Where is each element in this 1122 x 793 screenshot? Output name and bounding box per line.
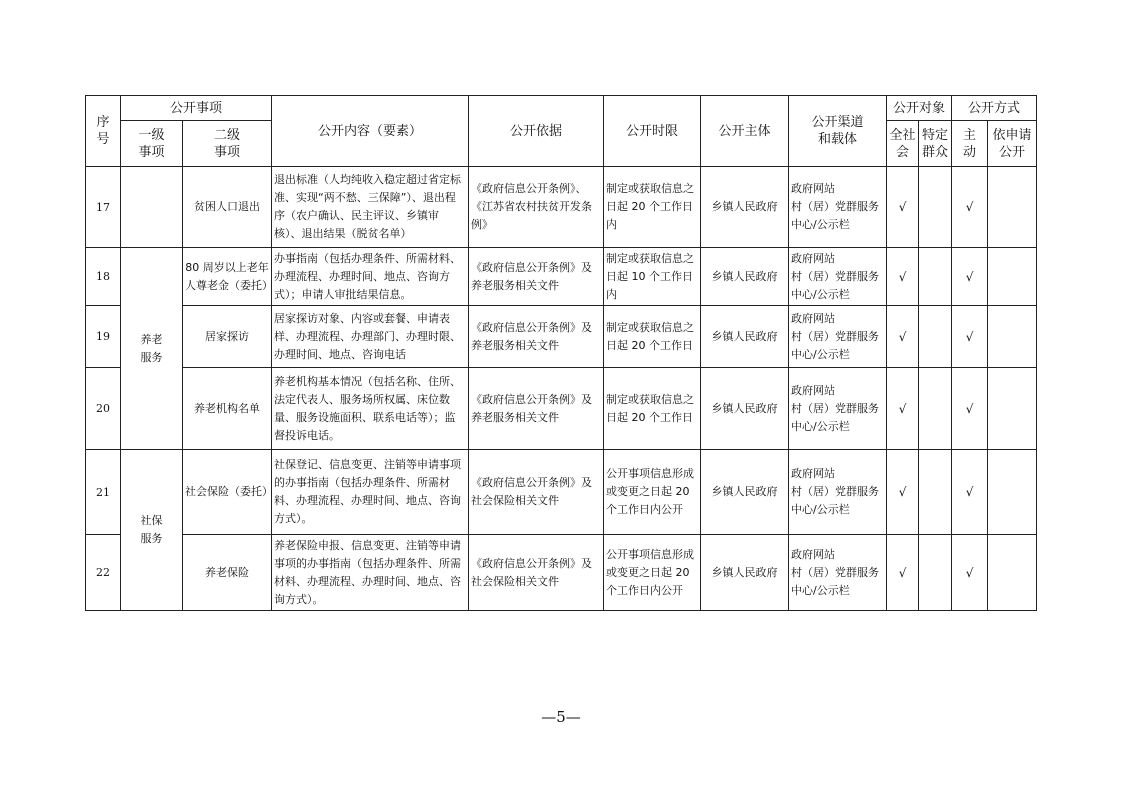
header-seq: 序 号 xyxy=(86,96,121,167)
level2-cell: 贫困人口退出 xyxy=(183,167,272,248)
subject-cell: 乡镇人民政府 xyxy=(701,306,789,368)
audience-all-check: √ xyxy=(887,306,919,368)
header-method-active: 主 动 xyxy=(952,121,988,167)
level2-cell: 养老机构名单 xyxy=(183,368,272,450)
method-active-check: √ xyxy=(952,248,988,306)
audience-specific-check xyxy=(919,306,952,368)
content-cell: 居家探访对象、内容或套餐、申请表样、办理流程、办理部门、办理时限、办理时间、地点、咨询电话 xyxy=(272,306,469,368)
method-request-check xyxy=(988,167,1037,248)
time-limit-cell: 制定或获取信息之日起 20 个工作日 xyxy=(604,368,701,450)
channel-cell: 政府网站 村（居）党群服务中心/公示栏 xyxy=(789,450,887,535)
row-number: 21 xyxy=(86,450,121,535)
audience-all-check: √ xyxy=(887,167,919,248)
time-limit-cell: 制定或获取信息之日起 20 个工作日 xyxy=(604,306,701,368)
table-row xyxy=(86,450,1037,535)
table-row xyxy=(86,368,1037,450)
audience-all-check: √ xyxy=(887,535,919,611)
header-basis: 公开依据 xyxy=(469,96,604,167)
method-active-check: √ xyxy=(952,306,988,368)
level1-cell xyxy=(121,167,183,248)
header-level1: 一级 事项 xyxy=(121,121,183,167)
method-request-check xyxy=(988,535,1037,611)
header-method-request: 依申请 公开 xyxy=(988,121,1037,167)
row-number: 22 xyxy=(86,535,121,611)
time-limit-cell: 制定或获取信息之日起 20 个工作日内 xyxy=(604,167,701,248)
basis-cell: 《政府信息公开条例》及养老服务相关文件 xyxy=(469,306,604,368)
header-channel: 公开渠道 和载体 xyxy=(789,96,887,167)
method-request-check xyxy=(988,248,1037,306)
table-row xyxy=(86,167,1037,248)
channel-cell: 政府网站 村（居）党群服务中心/公示栏 xyxy=(789,368,887,450)
time-limit-cell: 公开事项信息形成或变更之日起 20 个工作日内公开 xyxy=(604,450,701,535)
level1-cell-elderly: 养老 服务 xyxy=(121,248,183,450)
header-audience-specific: 特定 群众 xyxy=(919,121,952,167)
audience-specific-check xyxy=(919,248,952,306)
content-cell: 社保登记、信息变更、注销等申请事项的办事指南（包括办理条件、所需材料、办理流程、办理时间、地点、咨询方式）。 xyxy=(272,450,469,535)
content-cell: 养老保险申报、信息变更、注销等申请事项的办事指南（包括办理条件、所需材料、办理流程、办理时间、地点、咨询方式）。 xyxy=(272,535,469,611)
channel-cell: 政府网站 村（居）党群服务中心/公示栏 xyxy=(789,535,887,611)
method-active-check: √ xyxy=(952,167,988,248)
audience-all-check: √ xyxy=(887,368,919,450)
table-row xyxy=(86,248,1037,306)
basis-cell: 《政府信息公开条例》及养老服务相关文件 xyxy=(469,248,604,306)
audience-specific-check xyxy=(919,167,952,248)
method-request-check xyxy=(988,368,1037,450)
time-limit-cell: 制定或获取信息之日起 10 个工作日内 xyxy=(604,248,701,306)
level2-cell: 80 周岁以上老年人尊老金（委托） xyxy=(183,248,272,306)
header-subject: 公开主体 xyxy=(701,96,789,167)
basis-cell: 《政府信息公开条例》及社会保险相关文件 xyxy=(469,535,604,611)
basis-cell: 《政府信息公开条例》及养老服务相关文件 xyxy=(469,368,604,450)
level2-cell: 社会保险（委托） xyxy=(183,450,272,535)
disclosure-table xyxy=(85,95,1037,611)
method-active-check: √ xyxy=(952,450,988,535)
header-items-group: 公开事项 xyxy=(121,96,272,121)
row-number: 20 xyxy=(86,368,121,450)
method-request-check xyxy=(988,306,1037,368)
row-number: 19 xyxy=(86,306,121,368)
method-active-check: √ xyxy=(952,368,988,450)
row-number: 18 xyxy=(86,248,121,306)
subject-cell: 乡镇人民政府 xyxy=(701,167,789,248)
audience-specific-check xyxy=(919,450,952,535)
header-content: 公开内容（要素） xyxy=(272,96,469,167)
level1-cell-social: 社保 服务 xyxy=(121,450,183,611)
time-limit-cell: 公开事项信息形成或变更之日起 20 个工作日内公开 xyxy=(604,535,701,611)
table-row xyxy=(86,535,1037,611)
channel-cell: 政府网站 村（居）党群服务中心/公示栏 xyxy=(789,306,887,368)
audience-specific-check xyxy=(919,368,952,450)
header-method-group: 公开方式 xyxy=(952,96,1037,121)
header-level2: 二级 事项 xyxy=(183,121,272,167)
header-time-limit: 公开时限 xyxy=(604,96,701,167)
audience-all-check: √ xyxy=(887,450,919,535)
basis-cell: 《政府信息公开条例》及社会保险相关文件 xyxy=(469,450,604,535)
channel-cell: 政府网站 村（居）党群服务中心/公示栏 xyxy=(789,167,887,248)
method-active-check: √ xyxy=(952,535,988,611)
channel-cell: 政府网站 村（居）党群服务中心/公示栏 xyxy=(789,248,887,306)
audience-specific-check xyxy=(919,535,952,611)
header-audience-group: 公开对象 xyxy=(887,96,952,121)
basis-cell: 《政府信息公开条例》、《江苏省农村扶贫开发条例》 xyxy=(469,167,604,248)
subject-cell: 乡镇人民政府 xyxy=(701,248,789,306)
subject-cell: 乡镇人民政府 xyxy=(701,368,789,450)
level2-cell: 养老保险 xyxy=(183,535,272,611)
table-row xyxy=(86,306,1037,368)
content-cell: 养老机构基本情况（包括名称、住所、法定代表人、服务场所权属、床位数量、服务设施面积、联系电话等）；监督投诉电话。 xyxy=(272,368,469,450)
header-audience-all: 全社 会 xyxy=(887,121,919,167)
row-number: 17 xyxy=(86,167,121,248)
audience-all-check: √ xyxy=(887,248,919,306)
subject-cell: 乡镇人民政府 xyxy=(701,450,789,535)
page-number: —5— xyxy=(541,708,581,726)
subject-cell: 乡镇人民政府 xyxy=(701,535,789,611)
method-request-check xyxy=(988,450,1037,535)
level2-cell: 居家探访 xyxy=(183,306,272,368)
content-cell: 退出标准（人均纯收入稳定超过省定标准、实现“两不愁、三保障”）、退出程序（农户确认、民主评议、乡镇审核）、退出结果（脱贫名单） xyxy=(272,167,469,248)
content-cell: 办事指南（包括办理条件、所需材料、办理流程、办理时间、地点、咨询方式）；申请人审批结果信息。 xyxy=(272,248,469,306)
